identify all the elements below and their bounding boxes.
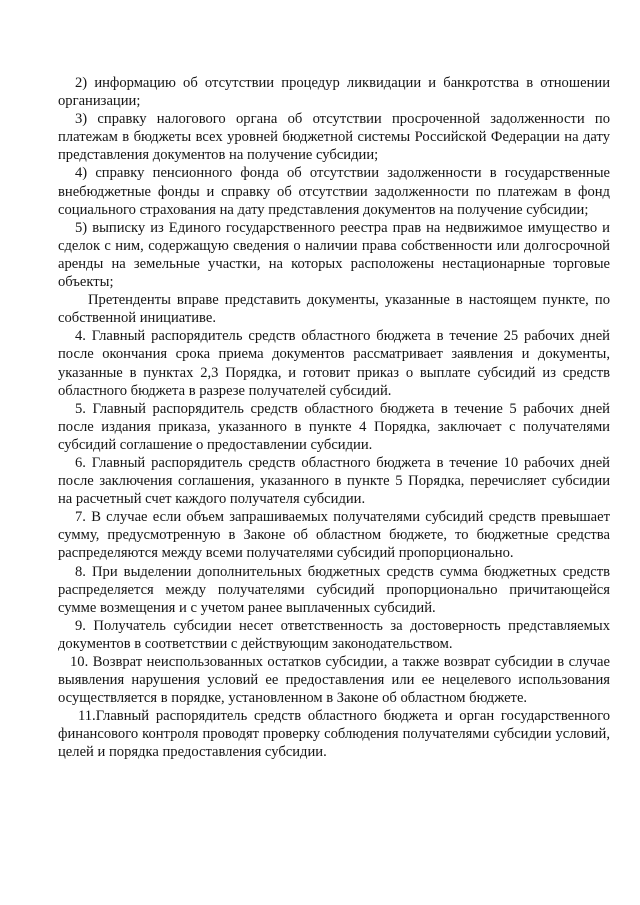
document-page [58, 74, 610, 762]
paragraph-clause-10: 10. Возврат неиспользованных остатков субсидии, а также возврат субсидии в случае выявления нарушения условий ее предоставления или ее нецелевого использования осуществляется в порядке, установленном в Законе об областном бюджете. [58, 654, 610, 707]
paragraph-clause-8: 8. При выделении дополнительных бюджетных средств сумма бюджетных средств распределяется между получателями субсидий пропорционально причитающейся сумме возмещения и с учетом ранее выплаченных субсидий. [58, 563, 610, 616]
paragraph-applicants-note: Претенденты вправе представить документы, указанные в настоящем пункте, по собственной инициативе. [58, 292, 610, 327]
paragraph-item-5: 5) выписку из Единого государственного реестра прав на недвижимое имущество и сделок с ним, содержащую сведения о наличии права собственности или долгосрочной аренды на земельные участки, на которых расположены нестационарные торговые объекты; [58, 219, 610, 291]
paragraph-clause-5: 5. Главный распорядитель средств областного бюджета в течение 5 рабочих дней после издания приказа, указанного в пункте 4 Порядка, заключает с получателями субсидий соглашение о предоставлении субсидии. [58, 400, 610, 453]
paragraph-item-3: 3) справку налогового органа об отсутствии просроченной задолженности по платежам в бюджеты всех уровней бюджетной системы Российской Федерации на дату представления документов на получение субсидии; [58, 111, 610, 164]
paragraph-clause-4: 4. Главный распорядитель средств областного бюджета в течение 25 рабочих дней после окончания срока приема документов рассматривает заявления и документы, указанные в пунктах 2,3 Порядка, и готовит приказ о выплате субсидий из средств областного бюджета в разрезе получателей субсидий. [58, 328, 610, 399]
paragraph-item-4: 4) справку пенсионного фонда об отсутствии задолженности в государственные внебюджетные фонды и справку об отсутствии задолженности по платежам в фонд социального страхования на дату представления документов на получение субсидии; [58, 165, 610, 218]
paragraph-item-2: 2) информацию об отсутствии процедур ликвидации и банкротства в отношении организации; [58, 75, 610, 110]
paragraph-clause-9: 9. Получатель субсидии несет ответственность за достоверность представляемых документов в соответствии с действующим законодательством. [58, 617, 610, 652]
paragraph-clause-7: 7. В случае если объем запрашиваемых получателями субсидий средств превышает сумму, предусмотренную в Законе об областном бюджете, то бюджетные средства распределяются между всеми получателями субсидий пропорционально. [58, 509, 610, 562]
paragraph-clause-11: 11.Главный распорядитель средств областного бюджета и орган государственного финансового контроля проводят проверку соблюдения получателями субсидии условий, целей и порядка предоставления субсидии. [58, 708, 610, 761]
paragraph-clause-6: 6. Главный распорядитель средств областного бюджета в течение 10 рабочих дней после заключения соглашения, указанного в пункте 5 Порядка, перечисляет субсидии на расчетный счет каждого получателя субсидии. [58, 454, 610, 508]
